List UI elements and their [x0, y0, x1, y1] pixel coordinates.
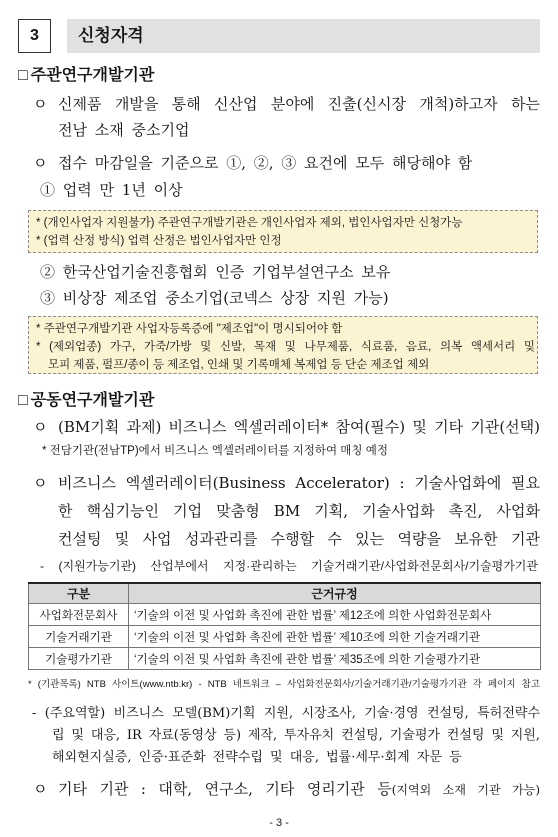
lead-org-title: 주관연구개발기관	[30, 67, 155, 84]
note-line: * (업력 산정 방식) 업력 산정은 법인사업자만 인정	[36, 235, 282, 247]
other-institutions-text: 기타 기관 : 대학, 연구소, 기타 영리기관 등	[58, 780, 392, 798]
other-institutions-note: (지역외 소재 기관 가능)	[391, 783, 540, 797]
accelerator-line-1: 비즈니스 엑셀러레이터(Business Accelerator) : 기술사업화에 필요	[58, 474, 540, 492]
lead-org-heading	[18, 66, 538, 86]
section-title: 신청자격	[78, 26, 144, 45]
target-line-1: 신제품 개발을 통해 신산업 분야에 진출(신시장 개척)하고자 하는	[58, 95, 540, 113]
circle-bullet-icon: ㅇ	[33, 474, 48, 492]
table-header-category: 구분	[29, 583, 129, 604]
table-cell-category: 기술평가기관	[29, 648, 129, 670]
roles-line-1: - (주요역할) 비즈니스 모델(BM)기획 지원, 시장조사, 기술·경영 컨설팅, 특허전략수	[32, 706, 540, 721]
table-cell-basis: ‘기술의 이전 및 사업화 촉진에 관한 법률’ 제12조에 의한 사업화전문회사	[129, 604, 541, 626]
table-cell-basis: ‘기술의 이전 및 사업화 촉진에 관한 법률’ 제10조에 의한 기술거래기관	[129, 626, 541, 648]
note-box-1	[28, 210, 538, 253]
accelerator-line-3: 컨설팅 및 사업 성과관리를 수행할 수 있는 역량을 보유한 기관	[58, 530, 540, 548]
deadline-text: 접수 마감일을 기준으로 ①, ②, ③ 요건에 모두 해당해야 함	[58, 154, 473, 172]
table-cell-basis: ‘기술의 이전 및 사업화 촉진에 관한 법률’ 제35조에 의한 기술평가기관	[129, 648, 541, 670]
accelerator-line-2: 한 핵심기능인 기업 맞춤형 BM 기획, 기술사업화 촉진, 사업화	[58, 502, 540, 520]
circle-bullet-icon: ㅇ	[33, 95, 48, 113]
eligible-institutions: - (지원가능기관) 산업부에서 지정·관리하는 기술거래기관/사업화전문회사/기술평가기관	[40, 559, 538, 573]
table-row	[29, 626, 541, 648]
requirement-1: ① 업력 만 1년 이상	[40, 181, 183, 199]
table-cell-category: 기술거래기관	[29, 626, 129, 648]
note-line: 모피 제품, 펄프/종이 등 제조업, 인쇄 및 기록매체 복제업 등 단순 제조업 제외	[48, 359, 430, 371]
section-number-box	[18, 19, 51, 53]
roles-line-2: 립 및 대응, IR 자료(동영상 등) 제작, 투자유치 컨설팅, 기술평가 컨설팅 및 지원,	[52, 728, 540, 743]
circle-bullet-icon: ㅇ	[33, 154, 48, 172]
square-bullet-icon: □	[18, 392, 28, 409]
note-line: * (개인사업자 지원불가) 주관연구개발기관은 개인사업자 제외, 법인사업자만 신청가능	[36, 217, 463, 229]
other-institutions	[58, 779, 540, 799]
table-cell-category: 사업화전문회사	[29, 604, 129, 626]
note-line: * 주관연구개발기관 사업자등록증에 "제조업"이 명시되어야 함	[36, 323, 343, 335]
section-number: 3	[30, 27, 39, 44]
target-line-2: 전남 소재 중소기업	[58, 121, 190, 139]
table-header-basis: 근거규정	[129, 583, 541, 604]
square-bullet-icon: □	[18, 67, 28, 84]
note-line: * (제외업종) 가구, 가죽/가방 및 신발, 목재 및 나무제품, 식료품, 음료, 의복 액세서리 및	[36, 341, 535, 353]
bm-note: * 전담기관(전남TP)에서 비즈니스 엑셀러레이터를 지정하여 매칭 예정	[42, 445, 388, 457]
joint-org-title: 공동연구개발기관	[30, 392, 155, 409]
joint-org-heading	[18, 391, 538, 411]
circle-bullet-icon: ㅇ	[33, 418, 48, 436]
table-row	[29, 604, 541, 626]
institution-list-note: * (기관목록) NTB 사이트(www.ntb.kr) - NTB 네트워크 – 사업화전문회사/기술거래기관/기술평가기관 각 페이지 참고	[28, 679, 540, 690]
table-row	[29, 648, 541, 670]
note-box-2	[28, 316, 538, 374]
requirement-3: ③ 비상장 제조업 중소기업(코넥스 상장 지원 가능)	[40, 289, 389, 307]
requirement-2: ② 한국산업기술진흥협회 인증 기업부설연구소 보유	[40, 263, 391, 281]
eligible-institution-table	[28, 582, 541, 670]
page-number: - 3 -	[269, 817, 289, 829]
roles-line-3: 해외현지실증, 인증·표준화 전략수립 및 대응, 법률·세무·회계 자문 등	[52, 750, 462, 765]
circle-bullet-icon: ㅇ	[33, 780, 48, 798]
bm-task-text: (BM기획 과제) 비즈니스 엑셀러레이터* 참여(필수) 및 기타 기관(선택)	[58, 418, 540, 436]
table-header-row	[29, 583, 541, 604]
section-title-box	[67, 19, 540, 53]
